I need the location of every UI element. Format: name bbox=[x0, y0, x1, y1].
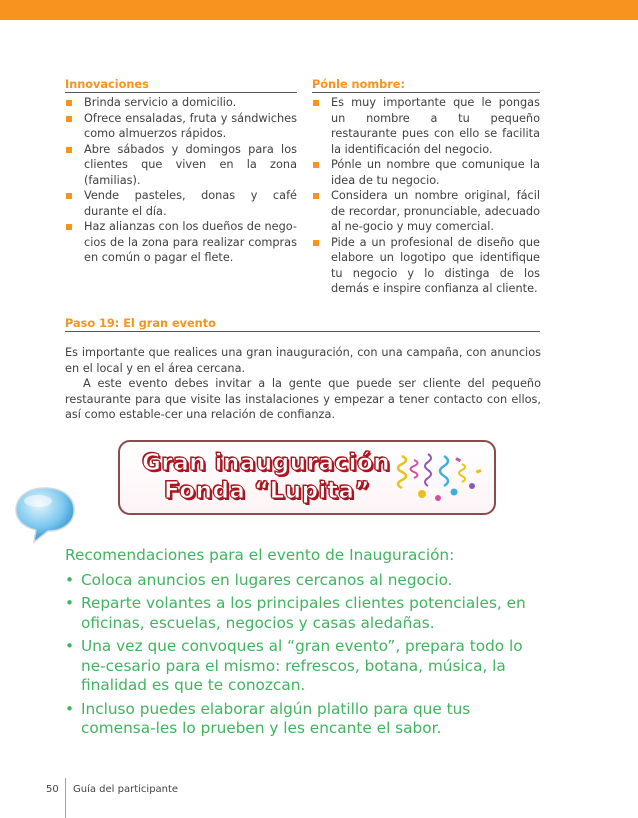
recommendations-list bbox=[65, 571, 545, 739]
list-item: Haz alianzas con los dueños de nego-cios de la zona para realizar compras en común o pagar el flete. bbox=[65, 219, 297, 266]
list-item: • Incluso puedes elaborar algún platillo para que tus comensa-les lo prueben y les encante el sabor. bbox=[65, 700, 545, 739]
banner-title: Gran inauguración bbox=[142, 450, 391, 476]
list-item: Abre sábados y domingos para los clientes que viven en la zona (familias). bbox=[65, 142, 297, 189]
step-19-body bbox=[65, 345, 541, 423]
speech-bubble-icon bbox=[14, 485, 76, 545]
list-item: Es muy importante que le pongas un nombre a tu pequeño restaurante pues con ello se facilita la identificación del negocio. bbox=[312, 95, 540, 157]
innovaciones-list bbox=[65, 95, 297, 266]
step-paragraph-1: Es importante que realices una gran inauguración, con una campaña, con anuncios en el local y en el área cercana. bbox=[65, 346, 541, 375]
innovaciones-column bbox=[65, 78, 297, 266]
list-item: • Reparte volantes a los principales clientes potenciales, en oficinas, escuelas, negocios y casas aledañas. bbox=[65, 594, 545, 633]
top-orange-bar bbox=[0, 0, 638, 20]
confetti-streamers-icon bbox=[392, 450, 488, 506]
footer-divider bbox=[65, 778, 66, 818]
list-item: Vende pasteles, donas y café durante el día. bbox=[65, 188, 297, 219]
list-item: Ofrece ensaladas, fruta y sándwiches como almuerzos rápidos. bbox=[65, 111, 297, 142]
innovaciones-heading: Innovaciones bbox=[65, 78, 297, 93]
ponle-nombre-column bbox=[312, 78, 540, 297]
list-item: • Coloca anuncios en lugares cercanos al negocio. bbox=[65, 571, 545, 591]
step-19-heading: Paso 19: El gran evento bbox=[65, 317, 540, 332]
list-item: • Una vez que convoques al “gran evento”, prepara todo lo ne-cesario para el mismo: refrescos, botana, música, la finalidad es que te conozcan. bbox=[65, 637, 545, 696]
recommendations-section bbox=[65, 546, 545, 743]
list-item: Pónle un nombre que comunique la idea de tu negocio. bbox=[312, 157, 540, 188]
step-paragraph-2: A este evento debes invitar a la gente que puede ser cliente del pequeño restaurante para que visite las instalaciones y empezar a tener contacto con ellos, así como estable-cer una relación de confianza. bbox=[65, 377, 541, 421]
ponle-nombre-heading: Pónle nombre: bbox=[312, 78, 540, 93]
banner-subtitle: Fonda “Lupita” bbox=[164, 478, 371, 504]
list-item: Pide a un profesional de diseño que elabore un logotipo que identifique tu negocio y lo distinga de los demás e inspire confianza al cliente. bbox=[312, 235, 540, 297]
inauguration-banner bbox=[118, 440, 496, 515]
footer-title: Guía del participante bbox=[73, 784, 179, 795]
list-item: Brinda servicio a domicilio. bbox=[65, 95, 297, 111]
ponle-nombre-list bbox=[312, 95, 540, 297]
list-item: Considera un nombre original, fácil de recordar, pronunciable, adecuado al ne-gocio y muy comercial. bbox=[312, 188, 540, 235]
recommendations-title: Recomendaciones para el evento de Inauguración: bbox=[65, 546, 455, 564]
page-number: 50 bbox=[46, 784, 59, 795]
